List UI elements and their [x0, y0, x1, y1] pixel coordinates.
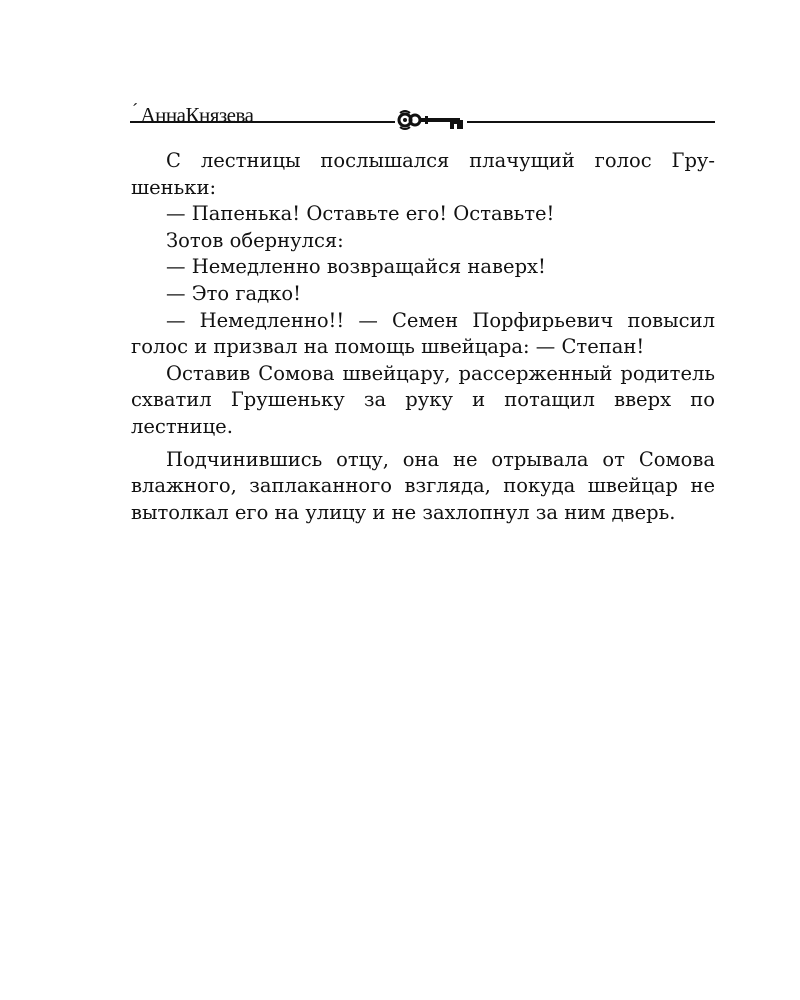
dialogue-line: — Немедленно!! — Семен Порфирьевич повысил голос и призвал на помощь швейцара: — Степан!	[131, 308, 715, 359]
dialogue-line: — Папенька! Оставьте его! Оставьте!	[166, 202, 555, 226]
page-body	[131, 148, 715, 526]
running-header	[130, 96, 715, 136]
paragraph: Оставив Сомова швейцару, рассерженный родитель схватил Грушеньку за руку и потащил вверх по лестнице.	[131, 361, 715, 438]
key-icon	[395, 107, 467, 133]
dialogue-line: — Немедленно возвращайся наверх!	[166, 255, 546, 279]
paragraph: С лестницы послышался плачущий голос Грушеньки:	[131, 149, 715, 199]
paragraph: Зотов обернулся:	[166, 228, 344, 252]
accent-mark: ´	[132, 100, 138, 120]
dialogue-line: — Это гадко!	[166, 281, 301, 305]
paragraph: Подчинившись отцу, она не отрывала от Сомова влажного, заплаканного взгляда, покуда швейцар не вытолкал его на улицу и не захлопнул за ним дверь.	[131, 447, 715, 524]
author-name-text: АннаКнязева	[140, 103, 254, 127]
author-name	[132, 100, 254, 128]
